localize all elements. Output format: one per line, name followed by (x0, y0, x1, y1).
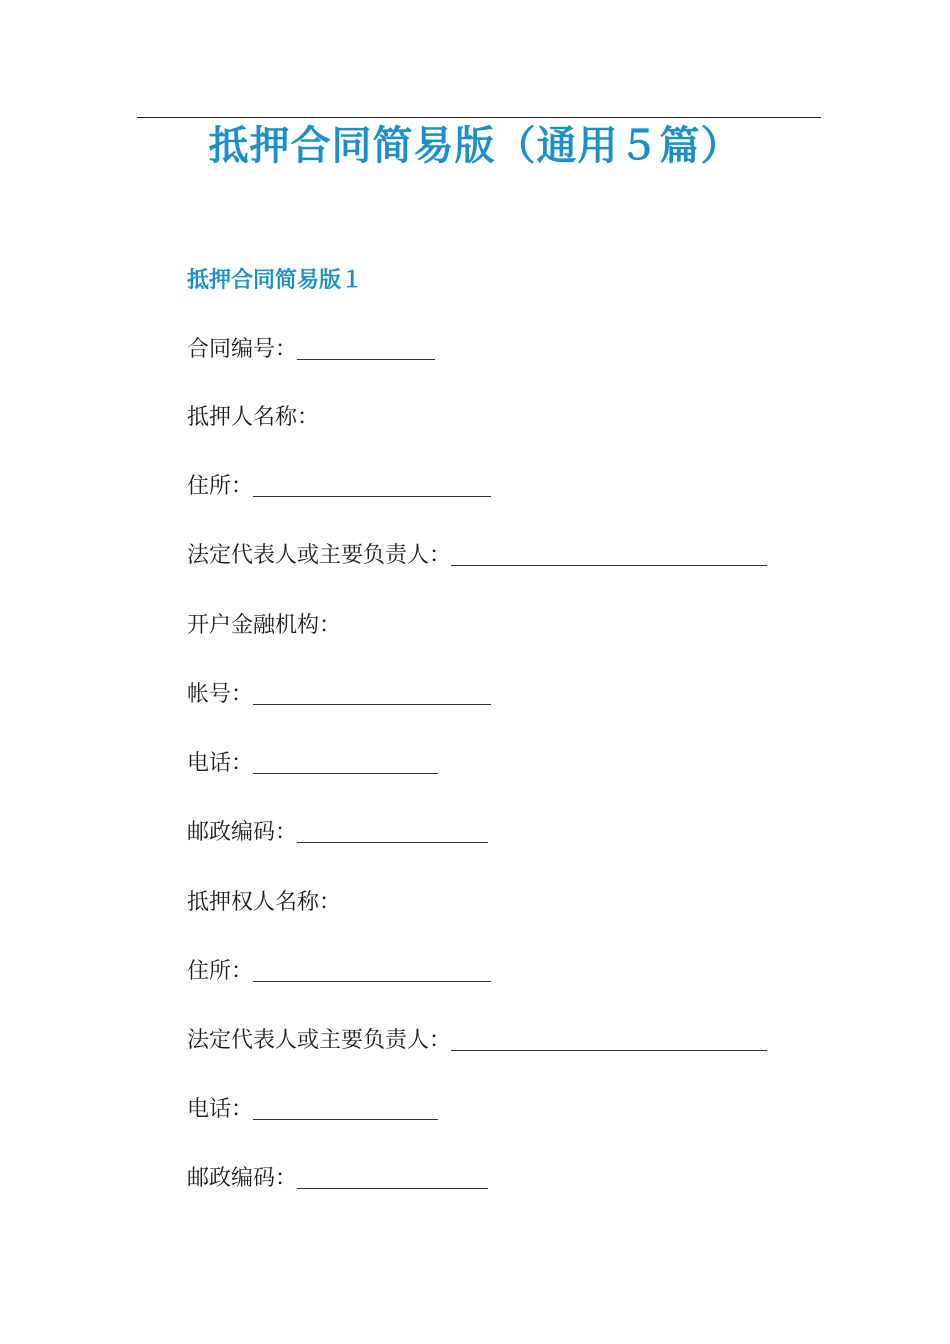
field-mortgagee-address (187, 954, 491, 990)
field-label: 法定代表人或主要负责人： (187, 1028, 452, 1053)
field-mortgagee-postcode (187, 1161, 488, 1197)
fill-in-blank[interactable] (451, 1050, 767, 1051)
section-heading: 抵押合同简易版１ (187, 267, 364, 293)
field-label: 帐号： (187, 682, 254, 707)
field-mortgagee-representative (187, 1023, 767, 1059)
field-label: 电话： (187, 1097, 254, 1122)
field-label: 电话： (187, 751, 254, 776)
fill-in-blank[interactable] (253, 773, 438, 774)
fill-in-blank[interactable] (253, 704, 491, 705)
field-label: 住所： (187, 474, 254, 499)
fill-in-blank[interactable] (253, 981, 491, 982)
field-label: 合同编号： (187, 337, 298, 362)
field-mortgagor-account (187, 677, 491, 713)
field-label: 抵押权人名称： (187, 890, 342, 915)
field-mortgagor-postcode (187, 815, 488, 851)
fill-in-blank[interactable] (297, 842, 488, 843)
field-mortgagor-address (187, 469, 491, 505)
field-label: 住所： (187, 959, 254, 984)
fill-in-blank[interactable] (297, 1188, 488, 1189)
field-mortgagor-phone (187, 746, 438, 782)
field-label: 邮政编码： (187, 1166, 298, 1191)
field-label: 法定代表人或主要负责人： (187, 543, 452, 568)
field-label: 抵押人名称： (187, 405, 320, 430)
fill-in-blank[interactable] (451, 565, 767, 566)
fill-in-blank[interactable] (253, 1119, 438, 1120)
field-mortgagor-representative (187, 538, 767, 574)
field-mortgagor-bank (187, 608, 341, 644)
field-contract-number (187, 332, 435, 368)
document-title: 抵押合同简易版（通用５篇） (208, 123, 742, 169)
field-mortgagor-name (187, 400, 319, 436)
field-label: 邮政编码： (187, 820, 298, 845)
field-mortgagee-phone (187, 1092, 438, 1128)
field-label: 开户金融机构： (187, 613, 342, 638)
field-mortgagee-name (187, 885, 341, 921)
fill-in-blank[interactable] (253, 496, 491, 497)
fill-in-blank[interactable] (297, 359, 435, 360)
